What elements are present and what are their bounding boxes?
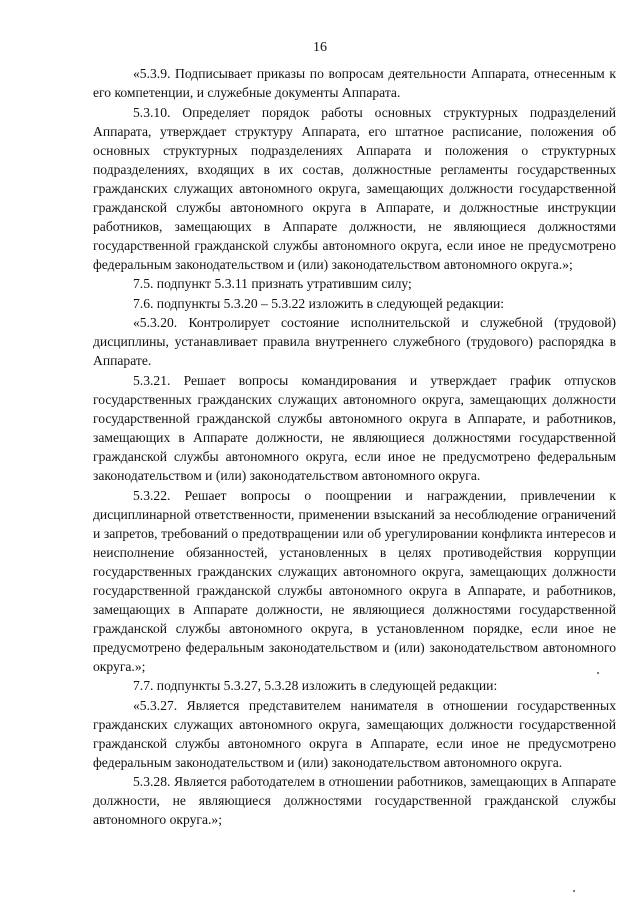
paragraph-7-5: 7.5. подпункт 5.3.11 признать утратившим силу;: [133, 276, 412, 292]
paragraph-5-3-20: «5.3.20. Контролирует состояние исполнительской и служебной (трудовой) дисциплины, устанавливает правила внутреннего служебного (трудового) распорядка в Аппарате.: [93, 315, 616, 369]
paragraph-7-7: 7.7. подпункты 5.3.27, 5.3.28 изложить в следующей редакции:: [133, 678, 498, 694]
paragraph-7-6: 7.6. подпункты 5.3.20 – 5.3.22 изложить в следующей редакции:: [133, 295, 505, 311]
paragraph-5-3-22: 5.3.22. Решает вопросы о поощрении и награждении, привлечении к дисциплинарной ответственности, применении взысканий за несоблюдение ограничений и запретов, требований о предотвращении или об урегулировании конфликта интересов и неисполнение обязанностей, установленных в целях противодействия коррупции государственных гражданских служащих автономного округа, замещающих должности государственной гражданской службы автономного округа в Аппарате, и работников, замещающих в Аппарате должности, не являющиеся должностями государственной гражданской службы автономного округа, в установленном порядке, если иное не предусмотрено федеральным законодательством и (или) законодательством автономного округа.»;: [93, 487, 616, 674]
document-body: [93, 64, 616, 830]
paragraph-5-3-27: «5.3.27. Является представителем нанимателя в отношении государственных гражданских служащих автономного округа, замещающих должности государственной гражданской службы автономного округа в Аппарате, если иное не предусмотрено федеральным законодательством и (или) законодательством автономного округа.: [93, 697, 616, 770]
scan-speck: [573, 890, 575, 892]
paragraph-5-3-21: 5.3.21. Решает вопросы командирования и утверждает график отпусков государственных гражданских служащих автономного округа, замещающих должности государственной гражданской службы автономного округа в Аппарате, и работников, замещающих в Аппарате должности, не являющиеся должностями государственной гражданской службы автономного округа, если иное не предусмотрено федеральным законодательством и (или) законодательством автономного округа.: [93, 372, 616, 483]
paragraph-5-3-9: «5.3.9. Подписывает приказы по вопросам деятельности Аппарата, отнесенным к его компетенции, и служебные документы Аппарата.: [93, 66, 616, 100]
scan-speck: [597, 672, 599, 674]
paragraph-5-3-28: 5.3.28. Является работодателем в отношении работников, замещающих в Аппарате должности, не являющиеся должностями государственной гражданской службы автономного округа.»;: [93, 774, 616, 828]
paragraph-5-3-10: 5.3.10. Определяет порядок работы основных структурных подразделений Аппарата, утверждает структуру Аппарата, его штатное расписание, положения об основных структурных подразделениях Аппарата и положения о структурных подразделениях, входящих в их состав, должностные регламенты государственных гражданских служащих автономного округа, замещающих должности государственной гражданской службы автономного округа в Аппарате, и должностные инструкции работников, замещающих в Аппарате должности, не являющиеся должностями государственной гражданской службы автономного округа, если иное не предусмотрено федеральным законодательством и (или) законодательством автономного округа.»;: [93, 104, 616, 272]
page-number: 16: [313, 40, 327, 55]
